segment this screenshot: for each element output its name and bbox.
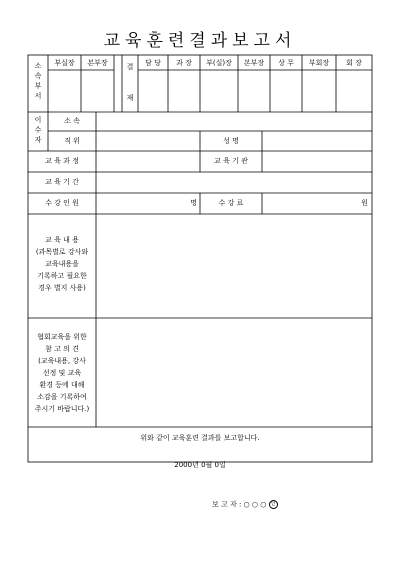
period-label: 교 육 기 간 <box>45 178 79 186</box>
dept-label-1: 소 <box>34 62 42 70</box>
dept-col-1: 부실장 <box>54 59 75 67</box>
trainee-label-2: 수 <box>34 126 42 134</box>
content-body-area[interactable] <box>97 215 371 317</box>
dept-label-2: 속 <box>34 72 42 80</box>
approval-col-6: 부회장 <box>308 59 330 67</box>
approval-col-1: 담 당 <box>145 59 161 67</box>
fee-unit: 원 <box>361 199 368 207</box>
opinion-line-5: 환경 등에 대해 <box>39 381 85 389</box>
trainee-label-1: 이 <box>34 116 42 124</box>
attendees-unit: 명 <box>190 199 197 207</box>
footer-reporter <box>212 500 322 510</box>
approval-col-4: 본부장 <box>243 59 265 67</box>
opinion-line-1: 협회교육을 위한 <box>37 333 87 341</box>
institution-label: 교 육 기 관 <box>214 157 248 165</box>
position-label: 직 위 <box>64 137 80 145</box>
document-title: 교육훈련결과보고서 <box>103 31 297 51</box>
fee-label: 수 강 료 <box>218 199 244 207</box>
opinion-line-4: 선정 및 교육 <box>42 369 82 377</box>
trainee-label-3: 자 <box>34 136 42 144</box>
content-line-1: 교 육 내 용 <box>45 236 79 244</box>
seal-icon: 인 <box>269 500 278 509</box>
approval-col-5: 상 무 <box>278 59 294 67</box>
dept-col-2: 본부장 <box>87 59 108 67</box>
dept-label-4: 서 <box>34 92 42 100</box>
approval-col-7: 회 장 <box>346 59 362 67</box>
name-label: 성 명 <box>223 137 239 145</box>
approval-side-bottom: 재 <box>126 94 134 102</box>
approval-col-3: 부(실)장 <box>206 59 232 67</box>
reporter-text: 보 고 자 : ○ ○ ○ <box>212 500 267 509</box>
content-line-3: 교육내용을 <box>45 260 79 268</box>
course-label: 교 육 과 정 <box>45 157 79 165</box>
approval-side-top: 결 <box>126 63 134 71</box>
approval-col-2: 과 장 <box>176 59 192 67</box>
content-line-4: 기록하고 필요한 <box>37 272 87 280</box>
affiliation-label: 소 속 <box>64 117 80 125</box>
opinion-line-7: 주시기 바랍니다.) <box>34 405 90 413</box>
footer-statement: 위와 같이 교육훈련 결과를 보고합니다. <box>140 434 260 442</box>
footer-date: 2000년 0월 0일 <box>174 461 226 469</box>
opinion-line-2: 참 고 의 견 <box>45 345 79 353</box>
content-line-2: (과목별로 강사와 <box>35 248 89 256</box>
opinion-body-area[interactable] <box>97 319 371 426</box>
opinion-line-3: (교육내용, 강사 <box>38 357 86 365</box>
attendees-label: 수 강 인 원 <box>45 199 79 207</box>
content-line-5: 경우 별지 사용) <box>38 284 86 292</box>
dept-label-3: 부 <box>34 82 42 90</box>
opinion-line-6: 소감을 기록하여 <box>37 393 87 401</box>
